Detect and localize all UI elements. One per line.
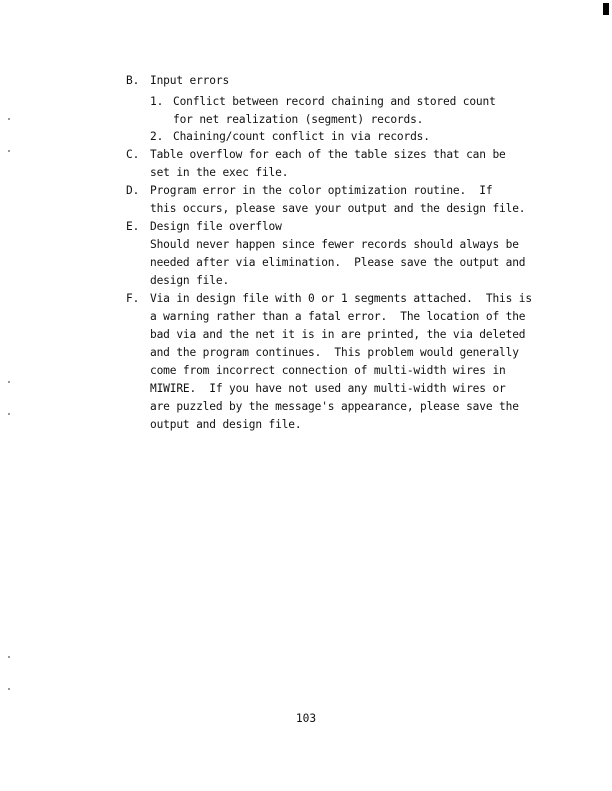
item-d-line-2: this occurs, please save your output and the design file.	[150, 202, 526, 215]
item-f-line-6: MIWIRE. If you have not used any multi-width wires or	[150, 382, 506, 395]
item-f-line-3: bad via and the net it is in are printed, the via deleted	[150, 328, 526, 341]
item-e-line-2: Should never happen since fewer records should always be	[150, 238, 519, 251]
item-e-line-1: Design file overflow	[150, 220, 282, 233]
page-number: 103	[295, 712, 317, 725]
subitem-1-number: 1.	[150, 95, 164, 108]
item-b-heading: Input errors	[150, 74, 230, 87]
item-f-line-8: output and design file.	[150, 418, 302, 431]
scan-corner-mark	[603, 3, 609, 15]
item-c-line-1: Table overflow for each of the table sizes that can be	[150, 148, 506, 161]
item-e-letter: E.	[126, 220, 140, 233]
item-d-letter: D.	[126, 184, 140, 197]
item-f-line-5: come from incorrect connection of multi-width wires in	[150, 364, 506, 377]
scan-speck	[8, 656, 10, 658]
subitem-2-number: 2.	[150, 130, 164, 143]
scan-speck	[8, 688, 10, 690]
item-f-line-2: a warning rather than a fatal error. The location of the	[150, 310, 526, 323]
item-e-line-3: needed after via elimination. Please save the output and	[150, 256, 526, 269]
scan-speck	[8, 118, 10, 120]
scan-speck	[8, 413, 10, 415]
item-c-line-2: set in the exec file.	[150, 166, 289, 179]
subitem-2-line-1: Chaining/count conflict in via records.	[173, 130, 430, 143]
item-f-line-7: are puzzled by the message's appearance, please save the	[150, 400, 519, 413]
subitem-1-line-2: for net realization (segment) records.	[173, 113, 424, 126]
item-e-line-4: design file.	[150, 274, 230, 287]
item-d-line-1: Program error in the color optimization routine. If	[150, 184, 493, 197]
scan-speck	[8, 150, 10, 152]
scan-speck	[8, 381, 10, 383]
item-f-line-4: and the program continues. This problem would generally	[150, 346, 519, 359]
item-f-line-1: Via in design file with 0 or 1 segments attached. This is	[150, 292, 532, 305]
item-f-letter: F.	[126, 292, 140, 305]
item-c-letter: C.	[126, 148, 140, 161]
item-b-letter: B.	[126, 74, 140, 87]
subitem-1-line-1: Conflict between record chaining and stored count	[173, 95, 496, 108]
